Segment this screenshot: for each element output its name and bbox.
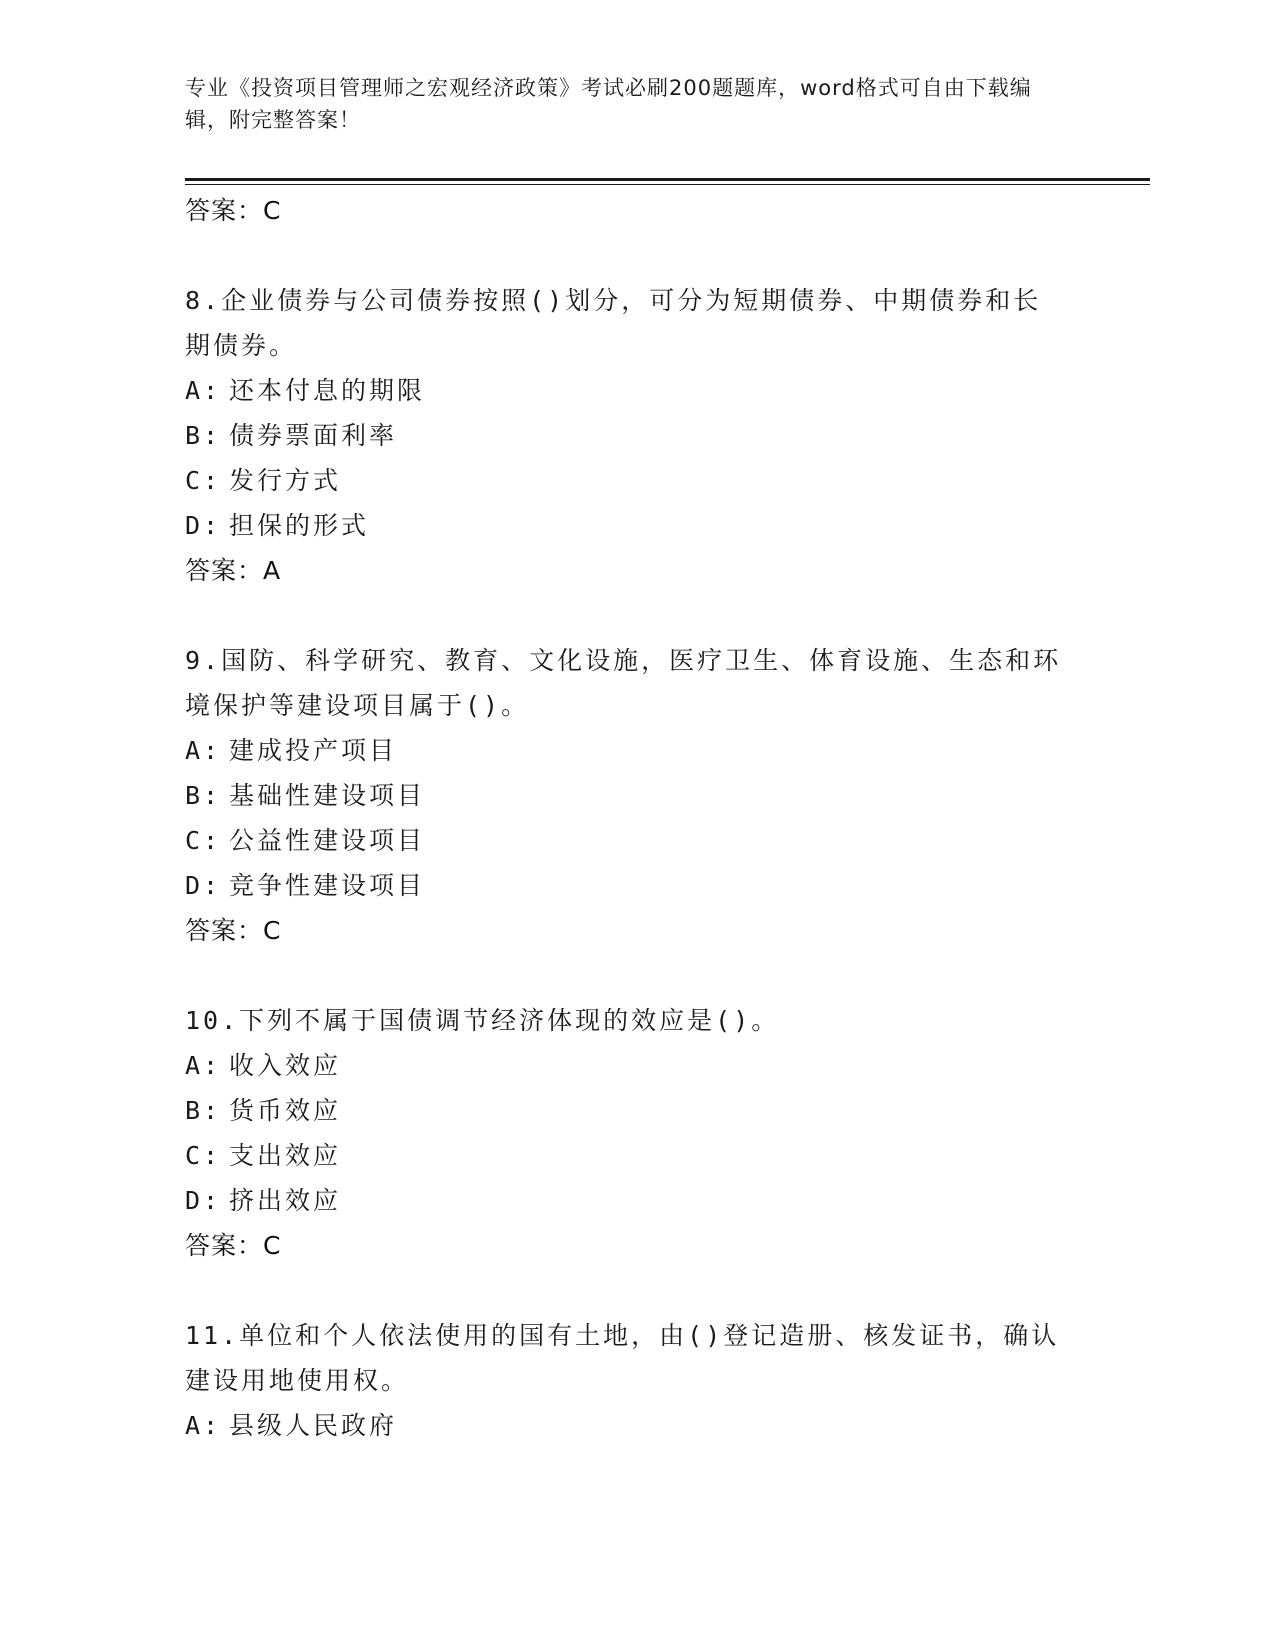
option-letter: A: [185,1051,222,1080]
page-header: 专业《投资项目管理师之宏观经济政策》考试必刷200题题库，word格式可自由下载编辑，附完整答案！ [185,76,1032,132]
option-text: 债券票面利率 [229,421,398,450]
option-text: 基础性建设项目 [229,781,426,810]
option-text: 县级人民政府 [229,1411,398,1440]
answer-line: 答案：A [185,556,282,585]
option-letter: B: [185,781,222,810]
option-a [185,1403,1085,1448]
option-b [185,1088,1085,1133]
question-stem: 8.企业债券与公司债券按照()划分，可分为短期债券、中期债券和长期债券。 [185,286,1042,360]
option-d [185,863,1085,908]
option-letter: D: [185,1186,222,1215]
option-text: 挤出效应 [229,1186,342,1215]
header-divider-thick [185,178,1150,181]
option-letter: C: [185,466,222,495]
option-c [185,458,1085,503]
question-stem: 9.国防、科学研究、教育、文化设施，医疗卫生、体育设施、生态和环境保护等建设项目属于()。 [185,646,1062,720]
answer-line: 答案：C [185,916,282,945]
option-text: 发行方式 [229,466,342,495]
option-text: 货币效应 [229,1096,342,1125]
question-item [185,278,1085,594]
option-a [185,1043,1085,1088]
option-letter: D: [185,511,222,540]
header-divider-thin [185,184,1150,185]
option-letter: A: [185,376,222,405]
option-a [185,368,1085,413]
option-letter: B: [185,421,222,450]
answer-line: 答案：C [185,1231,282,1260]
question-item [185,1313,1085,1448]
option-text: 还本付息的期限 [229,376,426,405]
option-d [185,503,1085,548]
question-stem: 11.单位和个人依法使用的国有土地，由()登记造册、核发证书，确认建设用地使用权。 [185,1321,1060,1395]
option-a [185,728,1085,773]
option-letter: D: [185,871,222,900]
option-text: 收入效应 [229,1051,342,1080]
option-text: 支出效应 [229,1141,342,1170]
option-letter: A: [185,736,222,765]
option-d [185,1178,1085,1223]
option-text: 公益性建设项目 [229,826,426,855]
option-b [185,413,1085,458]
question-list [185,188,1085,1448]
option-b [185,773,1085,818]
question-item [185,998,1085,1269]
option-letter: C: [185,826,222,855]
option-letter: B: [185,1096,222,1125]
answer-line: 答案：C [185,196,282,225]
option-letter: A: [185,1411,222,1440]
option-c [185,818,1085,863]
option-letter: C: [185,1141,222,1170]
question-stem: 10.下列不属于国债调节经济体现的效应是()。 [185,1006,780,1035]
option-text: 建成投产项目 [229,736,398,765]
option-text: 竞争性建设项目 [229,871,426,900]
option-c [185,1133,1085,1178]
question-item [185,638,1085,954]
option-text: 担保的形式 [229,511,370,540]
